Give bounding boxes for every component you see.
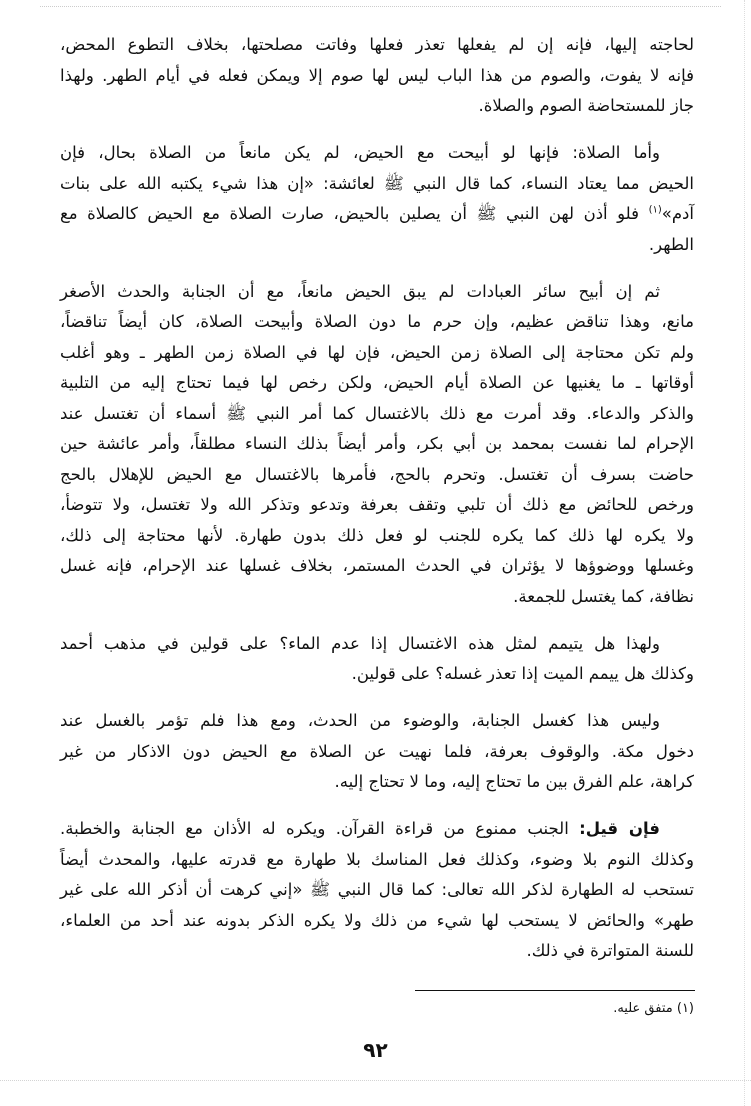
text-line: لحاجته إليها، فإنه إن لم يفعلها تعذر فعلها وفاتت مصلحتها، بخلاف التطوع المحض، <box>60 35 694 54</box>
text-fragment: آدم» <box>661 204 694 223</box>
text-fragment: الجنب ممنوع من قراءة القرآن. ويكره له الأذان مع الجنابة والخطبة. <box>60 819 569 838</box>
text-line: ثم إن أبيح سائر العبادات لم يبق الحيض مانعاً، مع أن الجنابة والحدث الأصغر <box>60 281 660 301</box>
text-line: حاضت بسرف أن تغتسل. وتحرم بالحج، فأمرها بالاغتسال مع الحيض للإهلال بالحج <box>60 464 694 484</box>
text-line: طهر» والحائض لا يستحب لها شيء من ذلك ولا يكره الذكر بدونه عند أحد من العلماء، <box>60 910 694 930</box>
scan-edge-right <box>744 0 745 1106</box>
text-line: ولم تكن محتاجة إلى الصلاة زمن الحيض، فإن لها في الصلاة زمن الطهر ـ وهو أغلب <box>60 342 694 362</box>
text-line: للسنة المتواترة في ذلك. <box>526 941 694 960</box>
text-line: ورخص للحائض مع ذلك أن تلبي وتقف بعرفة وتدعو وتذكر الله ولا تغتسل، ولا تتوضأ، <box>60 495 694 514</box>
footnote: (١) متفق عليه. <box>613 1001 694 1016</box>
page-number: ٩٢ <box>363 1038 388 1062</box>
text-line: تستحب له الطهارة لذكر الله تعالى: كما قال النبي ﷺ «إني كرهت أن أذكر الله على غير <box>60 880 694 899</box>
paragraph-5 <box>60 706 694 798</box>
text-line: وأما الصلاة: فإنها لو أبيحت مع الحيض، لم يكن مانعاً من الصلاة بحال، فإن <box>60 143 660 162</box>
text-line: ولا يكره لها ذلك كما يكره للجنب لو فعل ذلك بدون طهارة. لأنها محتاجة إلى ذلك، <box>60 525 694 545</box>
page-body <box>60 30 694 983</box>
text-line: أوقاتها ـ ما يغنيها عن الصلاة أيام الحيض، ولكن رخص لها فيما تحتاج إليه من التلبية <box>60 373 694 392</box>
text-line: وكذلك النوم بلا وضوء، وكذلك فعل المناسك بلا طهارة مع قدرته عليها، والمحدث أيضاً <box>60 849 694 869</box>
text-line: وغسلها ووضوؤها لا يؤثران في الحدث المستمر، بخلاف غسلها عند الإحرام، فإنه غسل <box>60 556 694 575</box>
text-line: مانع، وهذا تناقض عظيم، وإن حرم ما دون الصلاة وأبيحت الصلاة، كان أيضاً تناقضاً، <box>60 312 694 331</box>
scan-edge-bottom <box>0 1080 751 1081</box>
text-line <box>60 814 694 845</box>
text-line: الطهر. <box>648 234 694 254</box>
text-line: كراهة، علم الفرق بين ما تحتاج إليه، وما لا تحتاج إليه. <box>334 772 694 791</box>
footnote-separator <box>415 990 695 991</box>
text-line: دخول مكة. والوقوف بعرفة، فلما نهيت عن الصلاة مع الحيض دون الاذكار من غير <box>60 741 694 761</box>
text-line: وليس هذا كغسل الجنابة، والوضوء من الحدث، ومع هذا فلم تؤمر بالغسل عند <box>60 711 660 730</box>
scan-edge-top <box>40 6 721 7</box>
text-line: فإنه لا يفوت، والصوم من هذا الباب ليس لها صوم إلا ويمكن فعله في أيام الطهر. ولهذا <box>60 65 694 85</box>
text-line: جاز للمستحاضة الصوم والصلاة. <box>478 96 694 115</box>
paragraph-4 <box>60 629 694 690</box>
paragraph-6 <box>60 814 694 967</box>
text-line: وكذلك هل ييمم الميت إذا تعذر غسله؟ على قولين. <box>351 664 694 683</box>
text-fragment: فلو أذن لهن النبي ﷺ أن يصلين بالحيض، صارت الصلاة مع الحيض كالصلاة مع <box>60 204 640 223</box>
text-line: نظافة، كما يغتسل للجمعة. <box>513 586 694 606</box>
text-line: ولهذا هل يتيمم لمثل هذه الاغتسال إذا عدم الماء؟ على قولين في مذهب أحمد <box>60 633 660 653</box>
text-line <box>60 199 694 230</box>
footnote-reference[interactable]: (١) <box>648 204 662 216</box>
paragraph-2 <box>60 138 694 260</box>
paragraph-1 <box>60 30 694 122</box>
text-line: الإحرام لما نفست بمحمد بن أبي بكر، وأمر أيضاً بذلك النساء مطلقاً، وأمر عائشة حين <box>60 434 694 453</box>
text-line: والذكر والدعاء. وقد أمرت مع ذلك بالاغتسال كما أمر النبي ﷺ أسماء أن تغتسل عند <box>60 403 694 423</box>
bold-lead-in: فإن قيل: <box>579 819 660 838</box>
paragraph-3 <box>60 277 694 613</box>
text-line: الحيض مما يعتاد النساء، كما قال النبي ﷺ لعائشة: «إن هذا شيء يكتبه الله على بنات <box>60 173 694 193</box>
